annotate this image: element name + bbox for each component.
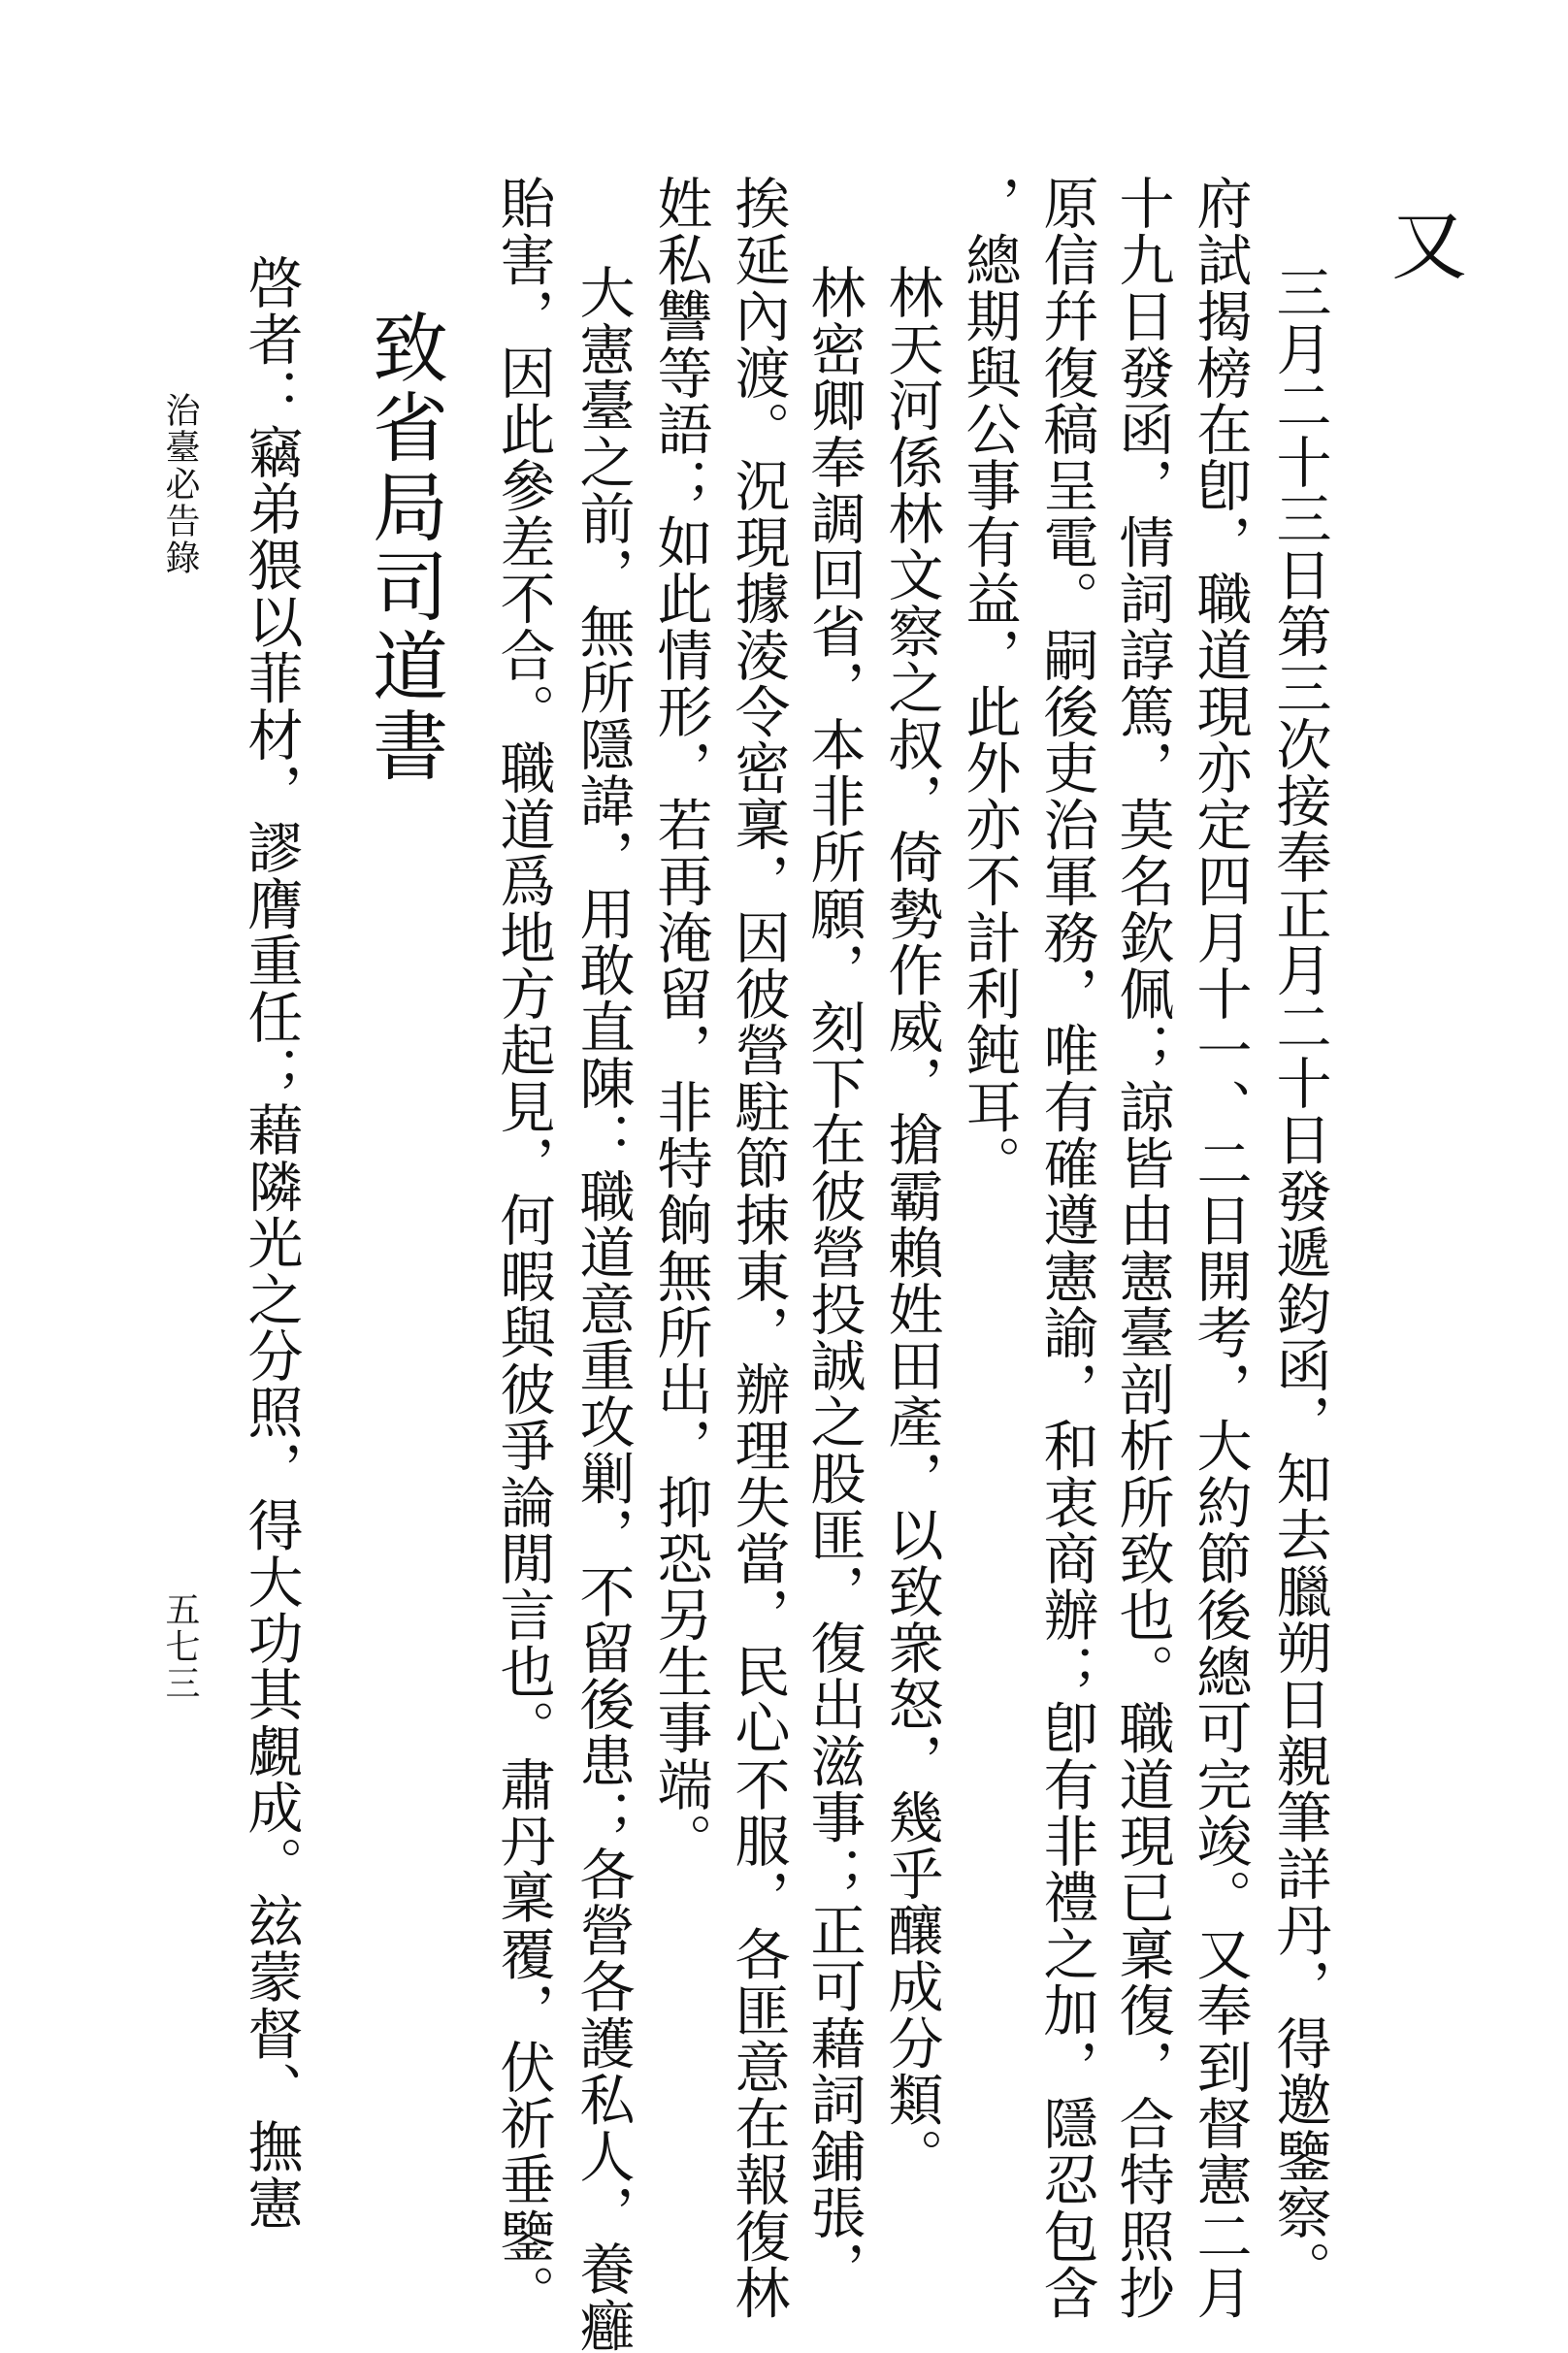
text-line: 原信幷復稿呈電。嗣後吏治軍務，唯有確遵憲諭，和衷商辦；卽有非禮之加，隱忍包含 — [1034, 175, 1098, 2321]
text-line: ，總期與公事有益，此外亦不計利鈍耳。 — [957, 175, 1021, 1192]
page-number: 五七三 — [160, 1591, 200, 1702]
text-line: 貽害，因此參差不合。職道爲地方起見，何暇與彼爭論閒言也。肅丹稟覆，伏祈垂鑒。 — [491, 175, 555, 2321]
heading-you: 又 — [1379, 206, 1466, 285]
text-line: 十九日發函，情詞諄篤，莫名欽佩；諒皆由憲臺剖析所致也。職道現已稟復，合特照抄 — [1110, 175, 1174, 2321]
text-line: 府試揭榜在卽，職道現亦定四月十一、二日開考，大約節後總可完竣。又奉到督憲二月 — [1188, 175, 1252, 2321]
text-line: 啓者：竊弟猥以菲材，謬膺重任；藉隣光之分照，得大功其覷成。玆蒙督、撫憲 — [239, 254, 303, 2231]
text-line: 大憲臺之前，無所隱諱，用敢直陳：職道意重攻剿，不留後患；各營各護私人，養癰 — [571, 264, 635, 2353]
text-line: 挨延內渡。況現據淩令密稟，因彼營駐節捒東，辦理失當，民心不服，各匪意在報復林 — [726, 175, 790, 2321]
text-line: 三月二十三日第三次接奉正月二十日發遞鈞函，知去臘朔日親筆詳丹，得邀鑒察。 — [1267, 264, 1331, 2298]
text-line: 姓私讐等語；如此情形，若再淹留，非特餉無所出，抑恐另生事端。 — [648, 175, 712, 1869]
heading-letter-to-provincial-bureau: 致省局司道書 — [360, 309, 447, 786]
text-line: 林密卿奉調回省，本非所願，刻下在彼營投誠之股匪，復出滋事；正可藉詞鋪張， — [801, 264, 866, 2298]
text-line: 林天河係林文察之叔，倚勢作威，搶霸賴姓田產，以致衆怒，幾乎釀成分類。 — [879, 264, 943, 2184]
footer-book-title: 治臺必告錄 — [160, 392, 200, 576]
